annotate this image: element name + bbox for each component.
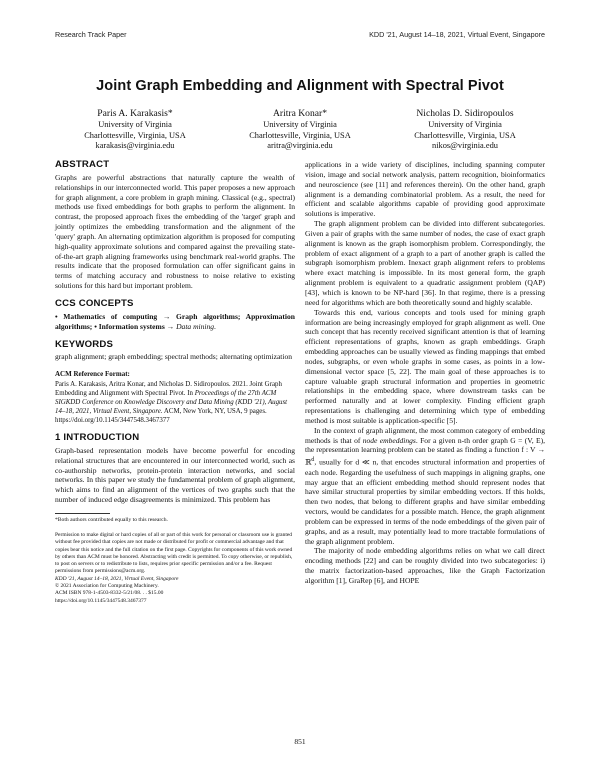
footnote: *Both authors contributed equally to this research. [55, 516, 168, 523]
keywords-heading: KEYWORDS [55, 338, 114, 350]
acm-reference-text [55, 380, 295, 425]
abstract-text: Graphs are powerful abstractions that naturally capture the wealth of relationships in our interconnected world. This paper proposes a new approach for graph alignment, a core problem in graph mining. Classical (e.g., spectral) methods use fixed embeddings for both graphs to perform the alignment. In contrast, the proposed approach fixes the embedding of the 'target' graph and jointly optimizes the embedding transformation and the alignment of the 'query' graph. An alternating optimization algorithm is proposed for computing high-quality approximate solutions and compared against the prevailing state-of-the-art graph aligning frameworks using benchmark real-world graphs. The results indicate that the proposed formulation can offer significant gains in terms of matching accuracy and robustness to noise relative to existing solutions for this hard but important problem. [55, 172, 295, 291]
body-paragraph-5: The majority of node embedding algorithms relies on what we call direct encoding methods [22] and can be roughly divided into two subcategories: i) the matrix factorization-based approaches, like the Graph Factorization algorithm [1], GraRep [6], and HOPE [305, 546, 545, 585]
introduction-paragraph: Graph-based representation models have become powerful for encoding relational structures that are encountered in our interconnected world, such as co-authorship networks, protein-protein interaction networks, and social networks. In this paper we study the fundamental problem of graph alignment, which aims to find an alignment of the vertices of two graphs such that the number of induced edge disagreements is minimized. This problem has [55, 445, 295, 505]
permission-copyright: © 2021 Association for Computing Machinery. [55, 583, 159, 590]
author-2 [220, 108, 380, 152]
permission-isbn: ACM ISBN 978-1-4503-8332-5/21/08. . . $15.00 [55, 590, 164, 597]
introduction-heading: 1 INTRODUCTION [55, 432, 140, 444]
author-3 [385, 108, 545, 152]
footnote-rule [55, 513, 110, 514]
author-email: karakasis@virginia.edu [95, 141, 175, 150]
acm-reference-part1: Paris A. Karakasis, Aritra Konar, and Nicholas D. Sidiropoulos. 2021. Joint Graph Embedding and Alignment with Spectral Pivot. In [55, 381, 282, 398]
author-location: Charlottesville, Virginia, USA [84, 130, 186, 140]
ccs-concepts [55, 312, 295, 332]
ccs-end: . [214, 321, 216, 331]
right-column [305, 160, 545, 586]
author-affiliation: University of Virginia [263, 120, 337, 129]
abstract-heading: ABSTRACT [55, 159, 110, 170]
page-number: 851 [294, 737, 306, 746]
author-name: Nicholas D. Sidiropoulos [416, 108, 514, 119]
author-affiliation: University of Virginia [98, 120, 172, 129]
acm-reference-heading: ACM Reference Format: [55, 370, 130, 379]
running-header-right: KDD '21, August 14–18, 2021, Virtual Event, Singapore [369, 30, 545, 39]
author-email: aritra@virginia.edu [267, 141, 333, 150]
acm-reference-italic: Proceedings of the 27th ACM SIGKDD Conference on Knowledge Discovery and Data Mining (KDD '21), August 14–18, 2021, Virtual Event, Singapore. [55, 390, 288, 416]
author-email: nikos@virginia.edu [432, 141, 498, 150]
acm-reference-part2: ACM, New York, NY, USA, 9 pages. https://doi.org/10.1145/3447548.3467377 [55, 408, 267, 425]
paper-title: Joint Graph Embedding and Alignment with Spectral Pivot [96, 78, 504, 94]
author-name: Aritra Konar* [272, 108, 328, 119]
author-location: Charlottesville, Virginia, USA [414, 130, 516, 140]
author-location: Charlottesville, Virginia, USA [249, 130, 351, 140]
body-paragraph-4: In the context of graph alignment, the most common category of embedding methods is that of node embeddings. For a given n-th order graph G = (V, E), the representation learning problem can be stated as finding a function f : V → ℝ$^d$, usually for d ≪ n, that encodes structural information and properties of each node. Regarding the usefulness of such mappings in aligning graphs, one may argue that an efficient embedding method should represent nodes that have similar structural properties by similar embedding vectors. If this holds, then two nodes, that belong to different graphs and have similar embedding vectors, would be candidates for a possible match. Hence, the graph alignment problem can be expressed in terms of the node embeddings of the given pair of graphs, and as a result, may potentially lead to more tractable formulations of the graph alignment problem. [305, 425, 545, 546]
left-column [55, 160, 295, 605]
body-paragraph-1: applications in a wide variety of disciplines, including spanning computer vision, image and social network analysis, pattern recognition, bioinformatics and neuroscience (see [11] and references therein). On the other hand, graph alignment is a demanding combinatorial problem. As a result, the need for efficient and scalable algorithms capable of providing good approximate solutions is imperative. [305, 160, 545, 219]
ccs-heading: CCS CONCEPTS [55, 297, 134, 309]
ccs-bold-1: • Mathematics of computing → Graph algorithms; Approximation algorithms; [55, 311, 295, 331]
ccs-italic: Data mining [176, 321, 215, 331]
author-block [55, 108, 545, 152]
ccs-bold-2: • Information systems → [92, 321, 177, 331]
keywords-text: graph alignment; graph embedding; spectral methods; alternating optimization [55, 352, 293, 362]
author-affiliation: University of Virginia [428, 120, 502, 129]
body-paragraph-3: Towards this end, various concepts and tools used for mining graph information are being increasingly employed for graph alignment as well. One such concept that has recently received significant attention is that of learning efficient representations of graphs, known as graph embeddings. Graph embedding approaches can be usually viewed as finding mappings that embed nodes, subgraphs, or even whole graphs in some cases, as points in a low-dimensional vector space [5, 22]. The main goal of these approaches is to capture valuable graph structural information and properties in geometric relationships in the embedding space, where downstream tasks can be performed naturally and at lower complexity. Finding efficient graph representations is challenging and determining which type of embedding method is most suitable is application-specific [5]. [305, 307, 545, 425]
author-name: Paris A. Karakasis* [97, 108, 173, 119]
permission-doi: https://doi.org/10.1145/3447548.3467377 [55, 597, 147, 604]
body-paragraph-2: The graph alignment problem can be divided into different subcategories. Given a pair of graphs with the same number of nodes, the case of exact graph alignment is known as the graph isomorphism problem. Correspondingly, the problem of exact alignment of a graph to a part of another graph is called the subgraph isomorphism problem. Inexact graph alignment refers to problems where exact matching is impossible. In its most general form, the graph alignment problem is equivalent to a quadratic assignment problem (QAP) [43], which is known to be NP-hard [36]. In that regime, there is a pressing need for algorithms which are both theoretically sound and highly scalable. [305, 219, 545, 307]
author-1 [55, 108, 215, 152]
permission-block [55, 532, 295, 605]
running-header-left: Research Track Paper [55, 30, 127, 39]
permission-text: Permission to make digital or hard copies of all or part of this work for personal or classroom use is granted without fee provided that copies are not made or distributed for profit or commercial advantage and that copies bear this notice and the full citation on the first page. Copyrights for components of this work owned by others than ACM must be honored. Abstracting with credit is permitted. To copy otherwise, or republish, to post on servers or to redistribute to lists, requires prior specific permission and/or a fee. Request permissions from permissions@acm.org. [55, 531, 293, 575]
permission-conf: KDD '21, August 14–18, 2021, Virtual Event, Singapore [55, 575, 179, 582]
